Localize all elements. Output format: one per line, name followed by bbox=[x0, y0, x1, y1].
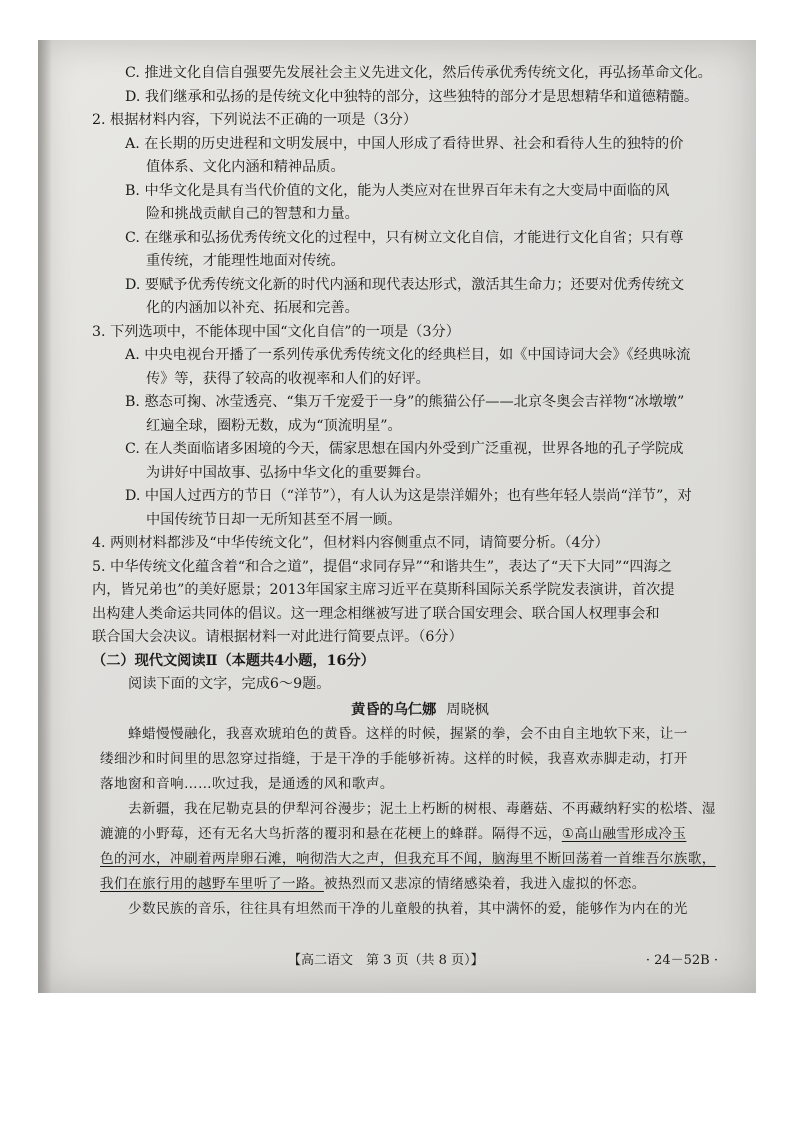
q2-option-d: D. 要赋予优秀传统文化新的时代内涵和现代表达形式，激活其生命力；还要对优秀传统文 bbox=[125, 276, 685, 293]
section-heading: （二）现代文阅读Ⅱ（本题共4小题，16分） bbox=[92, 652, 375, 669]
prose-para1-line1: 蜂蜡慢慢融化，我喜欢琥珀色的黄昏。这样的时候，握紧的拳，会不由自主地软下来，让一 bbox=[128, 726, 688, 742]
underlined-sentence-1-mid: 色的河水，冲刷着两岸卵石滩，响彻浩大之声，但我充耳不闻，脑海里不断回荡着一首维吾尔族歌， bbox=[100, 851, 716, 867]
prose-para2-line2 bbox=[100, 822, 740, 847]
q3-option-d-cont: 中国传统节日却一无所知甚至不屑一顾。 bbox=[146, 511, 402, 528]
q2-option-a-cont: 值体系、文化内涵和精神品质。 bbox=[146, 159, 345, 175]
q2-option-a: A. 在长期的历史进程和文明发展中，中国人形成了看待世界、社会和看待人生的独特的价 bbox=[125, 135, 684, 152]
page-footer bbox=[38, 946, 756, 970]
question-4: 4. 两则材料都涉及“中华传统文化”，但材料内容侧重点不同，请简要分析。（4分） bbox=[92, 535, 609, 551]
prose-para2-line4 bbox=[100, 872, 740, 897]
question-2: 2. 根据材料内容，下列说法不正确的一项是（3分） bbox=[92, 112, 418, 128]
question-5-line1: 5. 中华传统文化蕴含着“和合之道”，提倡“求同存异”“和谐共生”，表达了“天下大同”“四海之 bbox=[92, 558, 672, 575]
article-title bbox=[100, 699, 740, 723]
q3-option-c-cont: 为讲好中国故事、弘扬中华文化的重要舞台。 bbox=[146, 464, 430, 481]
page-edge-shadow bbox=[38, 40, 52, 993]
q2-option-c: C. 在继承和弘扬优秀传统文化的过程中，只有树立文化自信，才能进行文化自省；只有尊 bbox=[125, 229, 684, 246]
q2-option-b-cont: 险和挑战贡献自己的智慧和力量。 bbox=[146, 206, 359, 222]
prose-para2-line2-a: 漉漉的小野莓，还有无名大鸟折落的覆羽和悬在花梗上的蜂群。隔得不远， bbox=[100, 826, 562, 842]
prose-para2-line1: 去新疆，我在尼勒克县的伊犁河谷漫步；泥土上朽断的树根、毒蘑菇、不再藏纳籽实的松塔、湿 bbox=[128, 801, 716, 817]
exam-text-body bbox=[92, 62, 740, 922]
prose-para1-line3: 落地窗和音响……吹过我，是通透的风和歌声。 bbox=[100, 776, 394, 792]
q3-option-a: A. 中央电视台开播了一系列传承优秀传统文化的经典栏目，如《中国诗词大会》《经典咏流 bbox=[125, 347, 691, 363]
article-author: 周晓枫 bbox=[446, 701, 489, 718]
q3-option-b-cont: 红遍全球，圈粉无数，成为“顶流明星”。 bbox=[146, 417, 402, 434]
prose-para2-line4-b: 被热烈而又悲凉的情绪感染着，我进入虚拟的怀恋。 bbox=[323, 876, 646, 892]
q2-option-c-cont: 重传统，才能理性地面对传统。 bbox=[146, 253, 345, 269]
scanned-page-photo bbox=[38, 40, 756, 993]
footer-exam-code: · 24－52B · bbox=[645, 953, 718, 968]
article-title-text: 黄昏的乌仁娜 bbox=[351, 701, 437, 718]
underlined-sentence-1-start: ①高山融雪形成冷玉 bbox=[561, 826, 687, 842]
underlined-sentence-1-end: 我们在旅行用的越野车里听了一路。 bbox=[100, 876, 324, 892]
q3-option-b: B. 憨态可掬、冰莹透亮、“集万千宠爱于一身”的熊猫公仔——北京冬奥会吉祥物“冰墩墩” bbox=[125, 394, 685, 410]
prose-para3-line1: 少数民族的音乐，往往具有坦然而干净的儿童般的执着，其中满怀的爱，能够作为内在的光 bbox=[128, 901, 688, 917]
question-5-line4: 联合国大会决议。请根据材料一对此进行简要点评。（6分） bbox=[92, 629, 463, 645]
option-c-line: C. 推进文化自信自强要先发展社会主义先进文化，然后传承优秀传统文化，再弘扬革命文化。 bbox=[125, 65, 712, 81]
question-3: 3. 下列选项中，不能体现中国“文化自信”的一项是（3分） bbox=[92, 323, 460, 340]
option-d-line: D. 我们继承和弘扬的是传统文化中独特的部分，这些独特的部分才是思想精华和道德精髓。 bbox=[125, 88, 699, 105]
question-5-line2: 内，皆兄弟也”的美好愿景；2013年国家主席习近平在莫斯科国际关系学院发表演讲，首次提 bbox=[92, 582, 675, 598]
q3-option-a-cont: 传》等，获得了较高的收视率和人们的好评。 bbox=[146, 370, 430, 387]
question-5-line3: 出构建人类命运共同体的倡议。这一理念相继被写进了联合国安理会、联合国人权理事会和 bbox=[92, 605, 660, 622]
footer-page-info: 【高二语文 第 3 页（共 8 页）】 bbox=[288, 953, 484, 968]
prose-para1-line2: 缕细沙和时间里的思忽穿过指缝，于是干净的手能够祈祷。这样的时候，我喜欢赤脚走动，打开 bbox=[100, 751, 688, 767]
reading-instruction: 阅读下面的文字，完成6～9题。 bbox=[128, 676, 331, 692]
q3-option-d: D. 中国人过西方的节日（“洋节”），有人认为这是崇洋媚外；也有些年轻人崇尚“洋节”，对 bbox=[125, 488, 692, 504]
q2-option-d-cont: 化的内涵加以补充、拓展和完善。 bbox=[146, 300, 359, 316]
q2-option-b: B. 中华文化是具有当代价值的文化，能为人类应对在世界百年未有之大变局中面临的风 bbox=[125, 182, 670, 199]
q3-option-c: C. 在人类面临诸多困境的今天，儒家思想在国内外受到广泛重视，世界各地的孔子学院成 bbox=[125, 441, 684, 457]
